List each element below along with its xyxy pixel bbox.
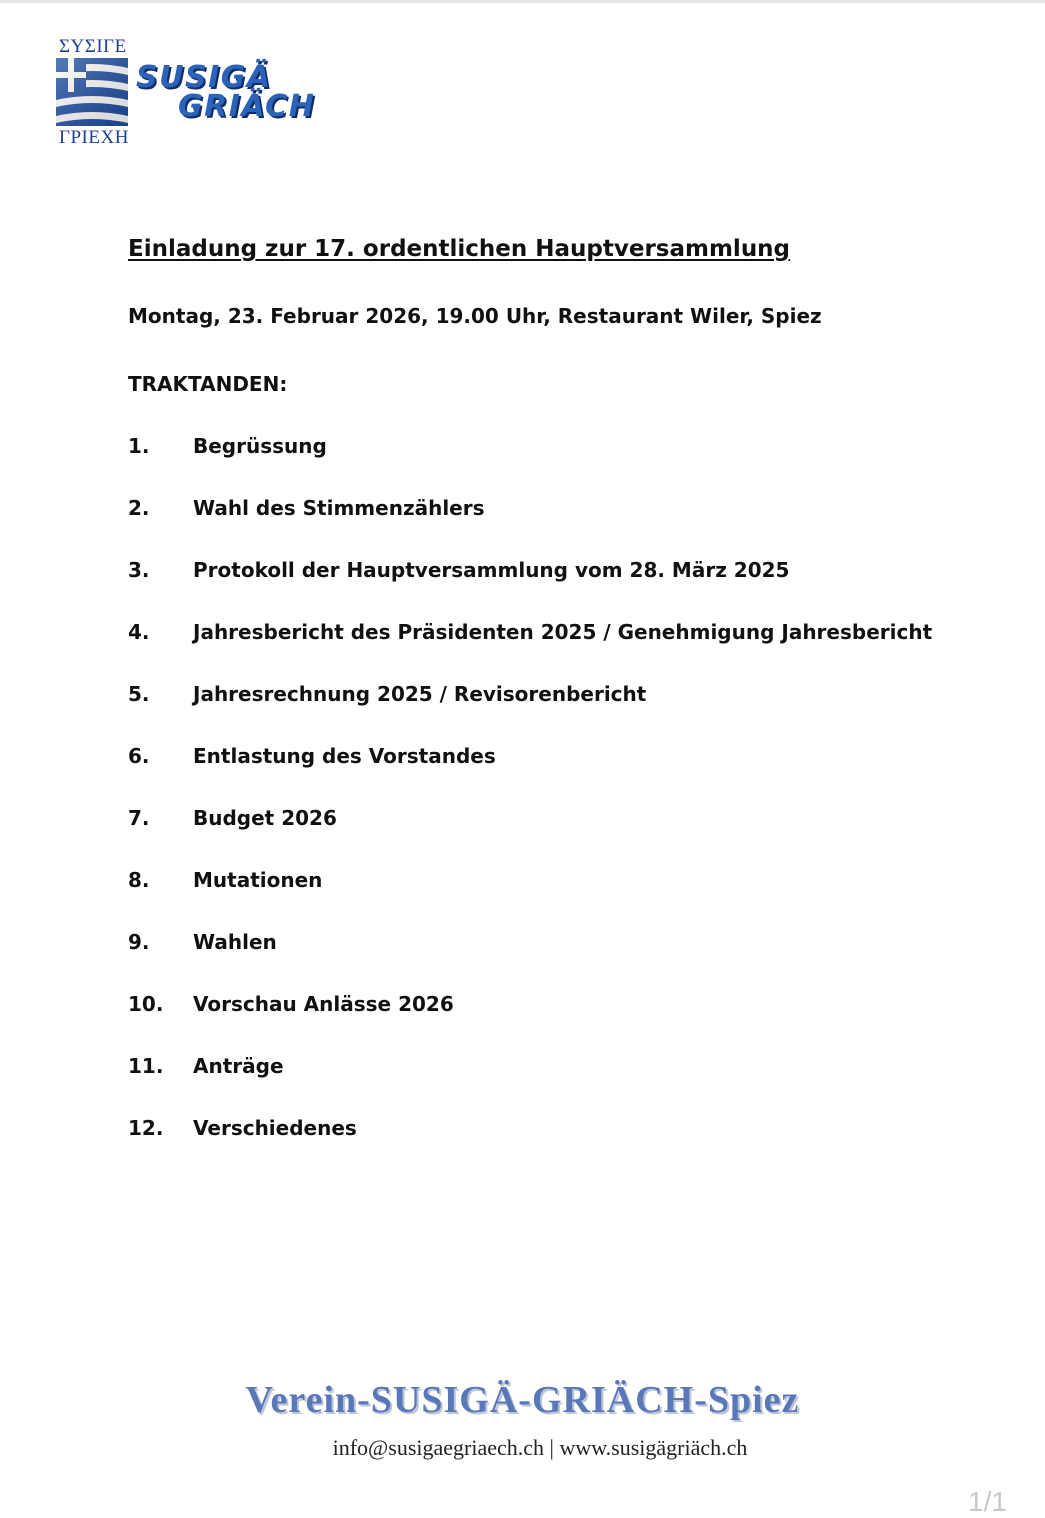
agenda-item-text: Budget 2026 bbox=[193, 806, 337, 830]
agenda-item-number: 9. bbox=[128, 930, 150, 954]
agenda-item-text: Protokoll der Hauptversammlung vom 28. März 2025 bbox=[193, 558, 790, 582]
agenda-item bbox=[128, 744, 932, 806]
club-logo bbox=[56, 36, 336, 151]
agenda-item bbox=[128, 434, 932, 496]
agenda-item bbox=[128, 1116, 932, 1178]
agenda-item bbox=[128, 558, 932, 620]
logo-greek-bottom-text: ΓΡΙΕΧΗ bbox=[59, 127, 129, 148]
agenda-heading: TRAKTANDEN: bbox=[128, 372, 288, 396]
agenda-item-text: Anträge bbox=[193, 1054, 284, 1078]
logo-word-griach: GRIÄCH bbox=[178, 89, 316, 124]
footer-brand: Verein-SUSIGÄ-GRIÄCH-Spiez bbox=[245, 1379, 800, 1421]
agenda-item bbox=[128, 496, 932, 558]
agenda-item-number: 7. bbox=[128, 806, 150, 830]
agenda-item bbox=[128, 620, 932, 682]
agenda-item-number: 11. bbox=[128, 1054, 164, 1078]
invitation-body bbox=[128, 232, 988, 1140]
agenda-item-text: Jahresrechnung 2025 / Revisorenbericht bbox=[193, 682, 647, 706]
agenda-item-number: 1. bbox=[128, 434, 150, 458]
agenda-item bbox=[128, 868, 932, 930]
meeting-details: Montag, 23. Februar 2026, 19.00 Uhr, Restaurant Wiler, Spiez bbox=[128, 304, 822, 328]
agenda-item bbox=[128, 992, 932, 1054]
agenda-item-number: 10. bbox=[128, 992, 164, 1016]
agenda-item bbox=[128, 806, 932, 868]
footer-contact: info@susigaegriaech.ch | www.susigägriäch.ch bbox=[332, 1435, 748, 1460]
agenda-item-text: Entlastung des Vorstandes bbox=[193, 744, 496, 768]
agenda-item-number: 5. bbox=[128, 682, 150, 706]
agenda-item-text: Vorschau Anlässe 2026 bbox=[193, 992, 454, 1016]
agenda-item-text: Wahlen bbox=[193, 930, 277, 954]
agenda-list bbox=[128, 434, 932, 1178]
agenda-item bbox=[128, 682, 932, 744]
agenda-item-text: Wahl des Stimmenzählers bbox=[193, 496, 485, 520]
agenda-item bbox=[128, 930, 932, 992]
agenda-item-number: 3. bbox=[128, 558, 150, 582]
logo-greek-top-text: ΣΥΣΙΓΕ bbox=[59, 36, 127, 57]
agenda-item-number: 12. bbox=[128, 1116, 164, 1140]
agenda-item-number: 8. bbox=[128, 868, 150, 892]
agenda-item bbox=[128, 1054, 932, 1116]
page-top-edge bbox=[0, 0, 1045, 3]
agenda-item-number: 4. bbox=[128, 620, 150, 644]
greek-flag-emblem bbox=[56, 58, 128, 126]
page-indicator: 1/1 bbox=[968, 1486, 1007, 1517]
document-title: Einladung zur 17. ordentlichen Hauptversammlung bbox=[128, 236, 791, 262]
agenda-item-text: Mutationen bbox=[193, 868, 323, 892]
agenda-item-text: Jahresbericht des Präsidenten 2025 / Genehmigung Jahresbericht bbox=[193, 620, 933, 644]
agenda-item-text: Begrüssung bbox=[193, 434, 327, 458]
agenda-item-number: 2. bbox=[128, 496, 150, 520]
logo-word-susiga: SUSIGÄ bbox=[136, 60, 272, 95]
agenda-item-text: Verschiedenes bbox=[193, 1116, 357, 1140]
agenda-item-number: 6. bbox=[128, 744, 150, 768]
